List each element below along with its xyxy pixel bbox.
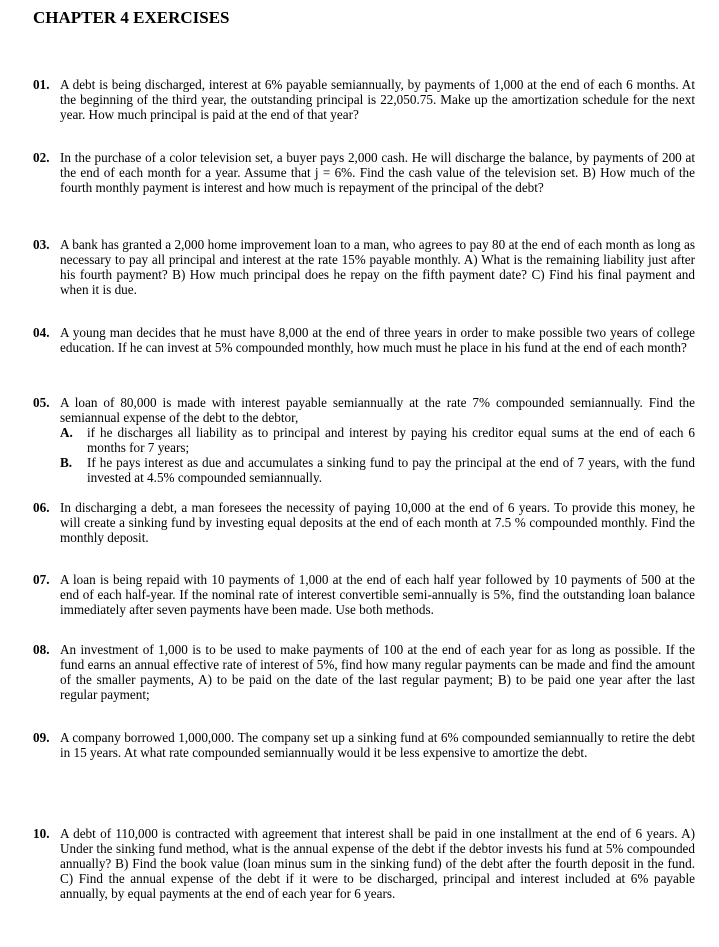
exercise-07 [33, 572, 695, 617]
exercise-number: 07. [33, 572, 50, 587]
part-label: A. [60, 425, 73, 440]
exercise-text: A debt is being discharged, interest at 6% payable semiannually, by payments of 1,000 at the end of each 6 months. At the beginning of the third year, the outstanding principal is 22,050.75. Make up the amortization schedule for the next year. How much principal is paid at the end of that year? [60, 77, 695, 122]
part-text: if he discharges all liability as to principal and interest by paying his creditor equal sums at the end of each 6 months for 7 years; [87, 425, 695, 455]
exercise-number: 02. [33, 150, 50, 165]
exercise-10 [33, 826, 695, 901]
exercise-text: A bank has granted a 2,000 home improvement loan to a man, who agrees to pay 80 at the end of each month as long as necessary to pay all principal and interest at the rate 15% payable monthly. A) What is the remaining liability just after his fourth payment? B) How much principal does he repay on the fifth payment date? C) Find his final payment and when it is due. [60, 237, 695, 297]
exercise-text: A young man decides that he must have 8,000 at the end of three years in order to make possible two years of college education. If he can invest at 5% compounded monthly, how much must he place in his fund at the end of each month? [60, 325, 695, 355]
exercise-number: 06. [33, 500, 50, 515]
exercise-text: A loan of 80,000 is made with interest payable semiannually at the rate 7% compounded semiannually. Find the semiannual expense of the debt to the debtor, [60, 395, 695, 425]
part-label: B. [60, 455, 73, 470]
exercise-02 [33, 150, 695, 195]
exercise-number: 09. [33, 730, 50, 745]
exercise-text: A debt of 110,000 is contracted with agreement that interest shall be paid in one installment at the end of 6 years. A) Under the sinking fund method, what is the annual expense of the debt if the debtor invests his fund at 5% compounded annually? B) Find the book value (loan minus sum in the sinking fund) of the debt after the fourth deposit in the fund. C) Find the annual expense of the debt if it were to be discharged, principal and interest included at 6% payable annually, by equal payments at the end of each year for 6 years. [60, 826, 695, 901]
exercise-08 [33, 642, 695, 702]
exercise-text: An investment of 1,000 is to be used to make payments of 100 at the end of each year for as long as possible. If the fund earns an annual effective rate of interest of 5%, find how many regular payments can be made and find the amount of the smaller payments, A) to be paid on the date of the last regular payment; B) to be paid one year after the last regular payment; [60, 642, 695, 702]
exercise-04 [33, 325, 695, 355]
exercise-03 [33, 237, 695, 297]
exercise-number: 01. [33, 77, 50, 92]
exercise-06 [33, 500, 695, 545]
exercise-number: 08. [33, 642, 50, 657]
chapter-title: CHAPTER 4 EXERCISES [33, 8, 230, 27]
exercise-09 [33, 730, 695, 760]
exercise-05 [33, 395, 695, 485]
exercise-number: 04. [33, 325, 50, 340]
exercise-number: 05. [33, 395, 50, 410]
exercise-number: 03. [33, 237, 50, 252]
exercise-05-part-a [60, 425, 695, 455]
exercise-text: In discharging a debt, a man foresees the necessity of paying 10,000 at the end of 6 years. To provide this money, he will create a sinking fund by investing equal deposits at the end of each month at 7.5 % compounded monthly. Find the monthly deposit. [60, 500, 695, 545]
exercise-05-part-b [60, 455, 695, 485]
exercise-number: 10. [33, 826, 50, 841]
exercise-text: A company borrowed 1,000,000. The company set up a sinking fund at 6% compounded semiannually to retire the debt in 15 years. At what rate compounded semiannually would it be less expensive to amortize the debt. [60, 730, 695, 760]
exercise-text: A loan is being repaid with 10 payments of 1,000 at the end of each half year followed by 10 payments of 500 at the end of each half-year. If the nominal rate of interest convertible semi-annually is 5%, find the outstanding loan balance immediately after seven payments have been made. Use both methods. [60, 572, 695, 617]
exercise-text: In the purchase of a color television set, a buyer pays 2,000 cash. He will discharge the balance, by payments of 200 at the end of each month for a year. Assume that j = 6%. Find the cash value of the television set. B) How much of the fourth monthly payment is interest and how much is repayment of the principal of the debt? [60, 150, 695, 195]
exercise-01 [33, 77, 695, 122]
part-text: If he pays interest as due and accumulates a sinking fund to pay the principal at the end of 7 years, with the fund invested at 4.5% compounded semiannually. [87, 455, 695, 485]
